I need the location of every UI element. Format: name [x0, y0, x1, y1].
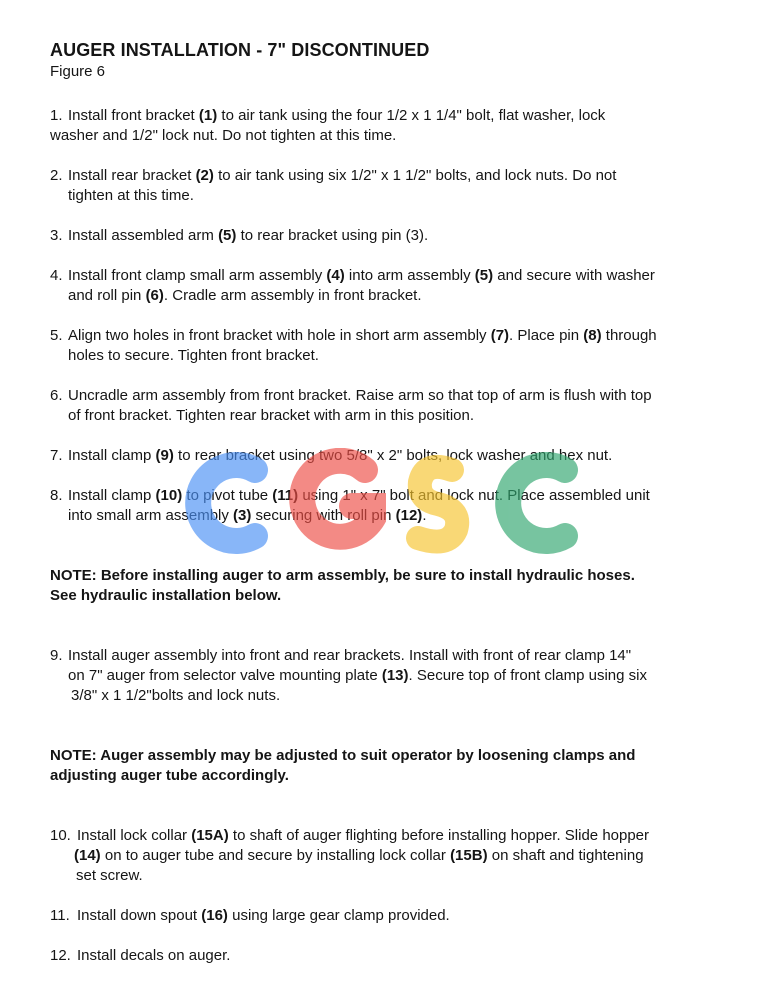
part-ref: (15B) — [450, 847, 488, 864]
step-8 — [50, 486, 740, 526]
part-ref: (4) — [326, 267, 345, 284]
step-text: and secure with washer — [493, 267, 655, 284]
step-text: . Cradle arm assembly in front bracket. — [163, 287, 422, 304]
step-10 — [50, 826, 740, 886]
step-text: on 7" auger from selector valve mounting plate — [68, 667, 382, 684]
part-ref: (11) — [272, 487, 299, 504]
step-number: 1. — [50, 107, 63, 124]
part-ref: (10) — [155, 487, 183, 504]
step-text: . — [422, 507, 427, 524]
part-ref: (6) — [145, 287, 164, 304]
step-text: to air tank using six 1/2" x 1 1/2" bolts, and lock nuts. Do not — [213, 167, 617, 184]
step-text: Install front clamp small arm assembly — [68, 267, 327, 284]
step-number: 11. — [50, 907, 70, 924]
note-line: NOTE: Before installing auger to arm assembly, be sure to install hydraulic hoses. — [50, 567, 635, 584]
step-text: to rear bracket using pin (3). — [236, 227, 429, 244]
step-text-line2: of front bracket. Tighten rear bracket with arm in this position. — [68, 407, 475, 424]
part-ref: (12) — [395, 507, 423, 524]
step-text: Install decals on auger. — [77, 947, 231, 964]
step-12 — [50, 946, 740, 966]
step-2 — [50, 166, 740, 206]
note-line: NOTE: Auger assembly may be adjusted to suit operator by loosening clamps and — [50, 747, 636, 764]
step-text: on shaft and tightening — [487, 847, 644, 864]
step-text: to rear bracket using two 5/8" x 2" bolts, lock washer and hex nut. — [173, 447, 613, 464]
part-ref: (16) — [201, 907, 228, 924]
step-text: securing with roll pin — [251, 507, 396, 524]
part-ref: (9) — [155, 447, 174, 464]
step-3 — [50, 226, 740, 246]
step-text-line3: 3/8" x 1 1/2"bolts and lock nuts. — [71, 687, 281, 704]
step-text: to pivot tube — [182, 487, 273, 504]
note-line: adjusting auger tube accordingly. — [50, 767, 289, 784]
step-text: using large gear clamp provided. — [227, 907, 450, 924]
step-number: 12. — [50, 947, 71, 964]
step-text-line3: set screw. — [76, 867, 143, 884]
figure-label: Figure 6 — [50, 63, 106, 80]
step-6 — [50, 386, 740, 426]
step-text: Install clamp — [68, 447, 156, 464]
step-number: 7. — [50, 447, 63, 464]
step-text: Install lock collar — [77, 827, 192, 844]
part-ref: (14) — [74, 847, 101, 864]
step-text: into arm assembly — [344, 267, 475, 284]
step-number: 9. — [50, 647, 63, 664]
part-ref: (13) — [381, 667, 409, 684]
step-text-line2: holes to secure. Tighten front bracket. — [68, 347, 319, 364]
step-number: 10. — [50, 827, 71, 844]
step-text: Uncradle arm assembly from front bracket. Raise arm so that top of arm is flush with top — [68, 387, 652, 404]
step-text-line2: tighten at this time. — [68, 187, 194, 204]
step-11 — [50, 906, 740, 926]
step-text: and roll pin — [68, 287, 146, 304]
step-text: Install assembled arm — [68, 227, 219, 244]
step-text: Install front bracket — [68, 107, 199, 124]
step-text-line2: washer and 1/2" lock nut. Do not tighten at this time. — [50, 127, 397, 144]
step-text-line2 — [50, 846, 740, 866]
part-ref: (8) — [583, 327, 602, 344]
step-text: to shaft of auger flighting before installing hopper. Slide hopper — [228, 827, 650, 844]
step-text: into small arm assembly — [68, 507, 234, 524]
part-ref: (5) — [218, 227, 237, 244]
step-number: 2. — [50, 167, 63, 184]
part-ref: (15A) — [191, 827, 229, 844]
step-text-line2 — [50, 666, 740, 686]
part-ref: (5) — [474, 267, 494, 284]
step-number: 5. — [50, 327, 63, 344]
step-9 — [50, 646, 740, 706]
part-ref: (7) — [490, 327, 510, 344]
step-number: 4. — [50, 267, 63, 284]
step-number: 6. — [50, 387, 63, 404]
step-text-line2 — [50, 506, 740, 526]
step-1 — [50, 106, 740, 146]
note-hydraulic — [50, 566, 740, 606]
part-ref: (2) — [195, 167, 214, 184]
step-text-line2 — [50, 286, 740, 306]
step-5 — [50, 326, 740, 366]
step-text: . Secure top of front clamp using six — [408, 667, 647, 684]
step-text: Install auger assembly into front and rear brackets. Install with front of rear clamp 14" — [68, 647, 632, 664]
step-text: . Place pin — [509, 327, 584, 344]
step-text: Align two holes in front bracket with hole in short arm assembly — [68, 327, 491, 344]
page-title: AUGER INSTALLATION - 7" DISCONTINUED — [50, 40, 430, 60]
step-7 — [50, 446, 740, 466]
part-ref: (1) — [198, 107, 218, 124]
step-text: Install down spout — [77, 907, 202, 924]
step-text: to air tank using the four 1/2 x 1 1/4" bolt, flat washer, lock — [217, 107, 606, 124]
step-text: Install rear bracket — [68, 167, 196, 184]
step-text: through — [601, 327, 657, 344]
step-4 — [50, 266, 740, 306]
note-line: See hydraulic installation below. — [50, 587, 282, 604]
part-ref: (3) — [233, 507, 252, 524]
step-number: 8. — [50, 487, 63, 504]
step-text: using 1" x 7" bolt and lock nut. Place assembled unit — [298, 487, 650, 504]
step-text: on to auger tube and secure by installing lock collar — [100, 847, 451, 864]
note-adjust — [50, 746, 740, 786]
step-text: Install clamp — [68, 487, 156, 504]
step-number: 3. — [50, 227, 63, 244]
